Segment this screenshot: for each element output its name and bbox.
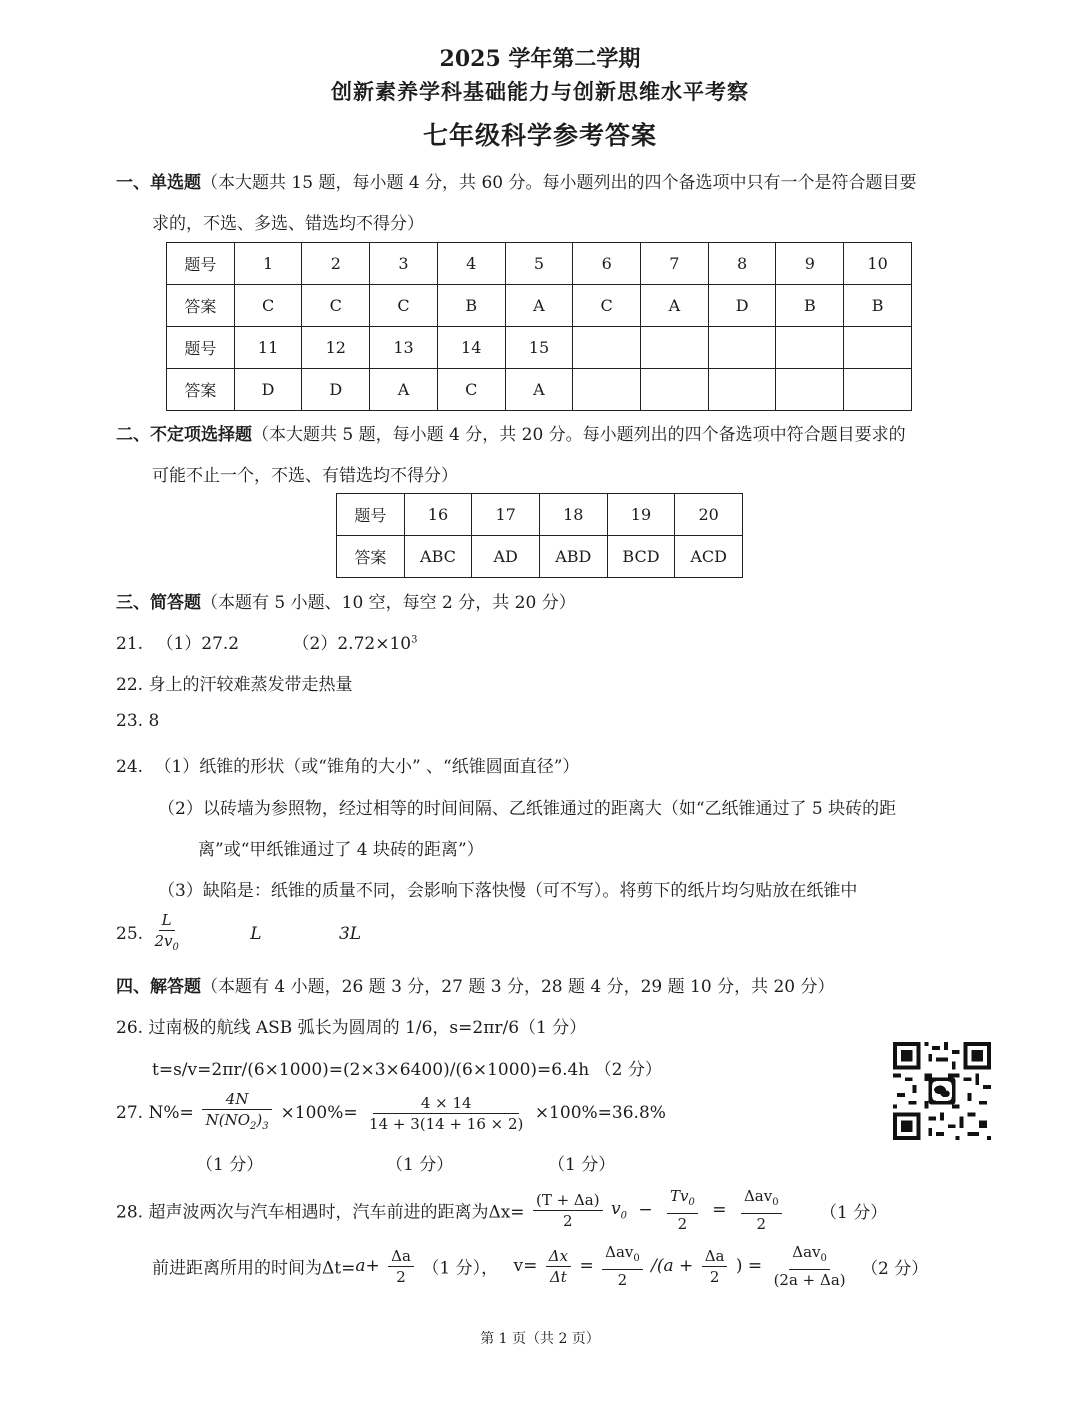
q27-score-1: （1 分） xyxy=(196,1155,264,1175)
q28-line2-prefix: 前进距离所用的时间为Δt= xyxy=(152,1258,356,1279)
table-cell: C xyxy=(573,285,641,327)
table-cell: 11 xyxy=(234,327,302,369)
page-number: 第 1 页（共 2 页） xyxy=(480,1331,600,1347)
q28-fraction-2 xyxy=(667,1186,698,1234)
table-cell: 答案 xyxy=(167,285,235,327)
table-cell: 答案 xyxy=(167,369,235,411)
q25-number: 25. xyxy=(116,924,144,944)
q28-fraction-8 xyxy=(771,1242,849,1290)
table-row xyxy=(337,536,743,578)
section2-heading xyxy=(116,420,906,445)
q27-middle: ×100%= xyxy=(280,1103,358,1123)
table-cell: 2 xyxy=(302,243,370,285)
q28-fraction-6 xyxy=(602,1242,643,1290)
q21-answer xyxy=(116,629,417,654)
q28-v0: v xyxy=(610,1198,621,1219)
q28-score-3: （2 分） xyxy=(861,1258,929,1279)
section3-label: 三、简答题 xyxy=(116,593,201,613)
q24-part1-text: （1）纸锥的形状（或“锥角的大小” 、“纸锥圆面直径”） xyxy=(154,757,580,777)
multi-choice-answer-table xyxy=(336,493,743,578)
section2-desc-line2: 可能不止一个，不选、有错选均不得分） xyxy=(152,466,458,486)
table-cell: 1 xyxy=(234,243,302,285)
q28-f6-den: 2 xyxy=(617,1271,628,1289)
table-cell xyxy=(641,327,709,369)
q28-f2-den: 2 xyxy=(677,1215,688,1233)
section3-heading xyxy=(116,588,576,613)
q28-line2: 前进距离所用的时间为Δt=a+ $\frac{\Delta a}{2}$ （1 分）， v= $\frac{\Delta x}{\Delta t}$ = $\frac{\Delta av_0}{2}$ /(a + $\frac{\Delta a}{2}$ ) = $\frac{\Delta av_0}{(2a + \Delta a)}$ （2 分） xyxy=(152,1243,929,1289)
table-cell xyxy=(573,327,641,369)
q27-f1-den: N(NO xyxy=(205,1111,251,1129)
table-cell: 题号 xyxy=(167,327,235,369)
table-cell: ACD xyxy=(675,536,743,578)
q21-part2: （2）2.72×10 xyxy=(292,634,412,654)
table-cell: 3 xyxy=(370,243,438,285)
section1-label: 一、单选题 xyxy=(116,173,201,193)
table-cell: 16 xyxy=(404,494,472,536)
section4-label: 四、解答题 xyxy=(116,977,201,997)
q25-frac-num: L xyxy=(159,910,175,931)
table-cell: B xyxy=(844,285,912,327)
section1-heading xyxy=(116,168,917,193)
q28-f4-num: Δa xyxy=(388,1246,414,1267)
q26-line1: 26. 过南极的航线 ASB 弧长为圆周的 1/6，s=2πr/6（1 分） xyxy=(116,1018,587,1038)
q25-frac-den: 2v xyxy=(154,932,173,950)
q24-part3: （3）缺陷是：纸锥的质量不同，会影响下落快慢（可不写）。将剪下的纸片均匀贴放在纸锥中 xyxy=(158,881,858,901)
exam-name-title: 创新素养学科基础能力与创新思维水平考察 xyxy=(331,79,749,104)
q28-f4-den: 2 xyxy=(396,1267,406,1286)
q24-answer-part1 xyxy=(116,752,579,777)
q28-f3-num: Δav xyxy=(743,1187,773,1205)
table-cell: B xyxy=(776,285,844,327)
section4-desc: （本题有 4 小题，26 题 3 分，27 题 3 分，28 题 4 分，29 题 10 分，共 20 分） xyxy=(201,977,835,997)
table-cell: A xyxy=(370,369,438,411)
q28-f1-den: 2 xyxy=(562,1211,573,1230)
q28-v0-sub: 0 xyxy=(620,1210,627,1222)
single-choice-table-body xyxy=(167,243,912,411)
q21-part2-exponent: 3 xyxy=(411,634,418,646)
section3-desc: （本题有 5 小题、10 空，每空 2 分，共 20 分） xyxy=(201,593,576,613)
q27-f1-den-tail: ) xyxy=(256,1111,263,1129)
q22-answer: 22. 身上的汗较难蒸发带走热量 xyxy=(116,675,353,695)
q28-fraction-3 xyxy=(741,1186,782,1234)
table-cell xyxy=(844,327,912,369)
table-cell: C xyxy=(370,285,438,327)
section1-desc-line1: （本大题共 15 题，每小题 4 分，共 60 分。每小题列出的四个备选项中只有一个是符合题目要 xyxy=(201,173,917,193)
table-cell: 20 xyxy=(675,494,743,536)
q28-f5-den: Δt xyxy=(549,1267,567,1286)
q27-fraction-2 xyxy=(366,1093,526,1134)
table-cell: 10 xyxy=(844,243,912,285)
table-cell: A xyxy=(641,285,709,327)
q25-frac-den-sub: 0 xyxy=(172,942,179,953)
q28-fraction-7 xyxy=(702,1246,728,1287)
q28-plus: + xyxy=(365,1256,380,1276)
q27-f1-den-sub2: 3 xyxy=(262,1121,269,1132)
table-row xyxy=(167,243,912,285)
section2-label: 二、不定项选择题 xyxy=(116,425,252,445)
q28-fraction-1 xyxy=(533,1190,603,1231)
q24-part2-line2: 离”或“甲纸锥通过了 4 块砖的距离”） xyxy=(198,840,484,860)
qr-code-icon xyxy=(892,1042,992,1140)
q28-line1-prefix: 28. 超声波两次与汽车相遇时，汽车前进的距离为Δx= xyxy=(116,1202,525,1223)
q28-a: a xyxy=(355,1256,366,1276)
table-cell: D xyxy=(234,369,302,411)
q28-f1-num: (T + Δa) xyxy=(533,1190,603,1211)
table-cell: C xyxy=(234,285,302,327)
table-cell: 4 xyxy=(437,243,505,285)
q27-result: ×100%=36.8% xyxy=(534,1103,666,1123)
q28-f8-num-sub: 0 xyxy=(820,1253,827,1264)
q27-f2-num: 4 × 14 xyxy=(373,1093,519,1114)
q28-f3-den: 2 xyxy=(756,1215,767,1233)
table-cell: B xyxy=(437,285,505,327)
table-cell: A xyxy=(505,285,573,327)
section1-desc-line2: 求的，不选、多选、错选均不得分） xyxy=(152,214,424,234)
q28-close: ) = xyxy=(735,1256,763,1276)
q28-f3-num-sub: 0 xyxy=(772,1197,779,1208)
table-row xyxy=(167,369,912,411)
table-row xyxy=(167,327,912,369)
q28-f8-num: Δav xyxy=(792,1243,821,1261)
table-cell: 题号 xyxy=(337,494,405,536)
q28-f7-num: Δa xyxy=(702,1246,728,1267)
table-cell: 6 xyxy=(573,243,641,285)
q21-number: 21. xyxy=(116,634,144,654)
page-title: 七年级科学参考答案 xyxy=(422,121,657,150)
q28-equals: = xyxy=(712,1200,727,1220)
q23-answer: 23. 8 xyxy=(116,711,160,731)
q28-div: /(a + xyxy=(651,1256,694,1276)
table-cell: C xyxy=(437,369,505,411)
table-cell: 19 xyxy=(607,494,675,536)
table-cell: AD xyxy=(472,536,540,578)
q28-f2-num: Tv xyxy=(670,1187,689,1205)
table-cell: 15 xyxy=(505,327,573,369)
q28-f2-num-sub: 0 xyxy=(688,1197,695,1208)
q27-f1-num: 4N xyxy=(202,1089,272,1110)
q27-score-2: （1 分） xyxy=(386,1155,454,1175)
table-cell: D xyxy=(302,369,370,411)
q28-fraction-4 xyxy=(388,1246,414,1287)
section2-desc-line1: （本大题共 5 题，每小题 4 分，共 20 分。每小题列出的四个备选项中符合题目要求的 xyxy=(252,425,906,445)
table-cell: 8 xyxy=(708,243,776,285)
table-cell: 5 xyxy=(505,243,573,285)
q27-prefix: 27. N%= xyxy=(116,1103,194,1123)
q28-v-eq: v= xyxy=(513,1256,538,1276)
table-cell xyxy=(641,369,709,411)
q25-fraction xyxy=(151,910,181,958)
q25-answer-2: L xyxy=(250,924,262,944)
q28-f6-num: Δav xyxy=(605,1243,634,1261)
q28-score-1: （1 分） xyxy=(819,1202,888,1223)
q28-f6-num-sub: 0 xyxy=(633,1253,640,1264)
table-cell: C xyxy=(302,285,370,327)
q27-score-3: （1 分） xyxy=(548,1155,616,1175)
q28-f7-den: 2 xyxy=(709,1267,720,1286)
q28-minus: − xyxy=(638,1200,653,1220)
table-cell: 18 xyxy=(539,494,607,536)
table-cell xyxy=(776,327,844,369)
q25-answer xyxy=(116,910,361,958)
table-cell: A xyxy=(505,369,573,411)
q28-score-2: （1 分）， xyxy=(422,1258,499,1279)
q27-fraction-1 xyxy=(202,1089,272,1137)
q26-line2: t=s/v=2πr/(6×1000)=(2×3×6400)/(6×1000)=6.4h （2 分） xyxy=(152,1060,662,1080)
q28-f5-num: Δx xyxy=(546,1246,571,1267)
table-cell xyxy=(708,369,776,411)
table-cell: BCD xyxy=(607,536,675,578)
table-cell: ABC xyxy=(404,536,472,578)
table-row xyxy=(167,285,912,327)
table-cell: ABD xyxy=(539,536,607,578)
table-cell: 14 xyxy=(437,327,505,369)
table-row xyxy=(337,494,743,536)
q27-f2-den: 14 + 3(14 + 16 × 2) xyxy=(369,1114,524,1133)
table-cell: 12 xyxy=(302,327,370,369)
table-cell: 9 xyxy=(776,243,844,285)
table-cell xyxy=(573,369,641,411)
q28-fraction-5 xyxy=(546,1246,571,1287)
q28-line1 xyxy=(116,1186,887,1234)
table-cell: 题号 xyxy=(167,243,235,285)
q24-part2-line1: （2）以砖墙为参照物，经过相等的时间间隔、乙纸锥通过的距离大（如“乙纸锥通过了 5 块砖的距 xyxy=(158,799,897,819)
q27-formula xyxy=(116,1089,666,1137)
table-cell: 13 xyxy=(370,327,438,369)
exam-year-title: 2025 学年第二学期 xyxy=(439,46,641,72)
q27-f1-den-sub: 2 xyxy=(250,1121,257,1132)
section4-heading xyxy=(116,972,835,997)
table-cell: 答案 xyxy=(337,536,405,578)
q24-number: 24. xyxy=(116,757,144,777)
table-cell xyxy=(776,369,844,411)
table-cell: D xyxy=(708,285,776,327)
table-cell: 17 xyxy=(472,494,540,536)
q21-part1: （1）27.2 xyxy=(156,634,240,654)
single-choice-answer-table xyxy=(166,242,912,411)
table-cell xyxy=(844,369,912,411)
table-cell xyxy=(708,327,776,369)
q25-answer-3: 3L xyxy=(338,924,362,944)
q28-f8-den: (2a + Δa) xyxy=(773,1271,846,1289)
table-cell: 7 xyxy=(641,243,709,285)
